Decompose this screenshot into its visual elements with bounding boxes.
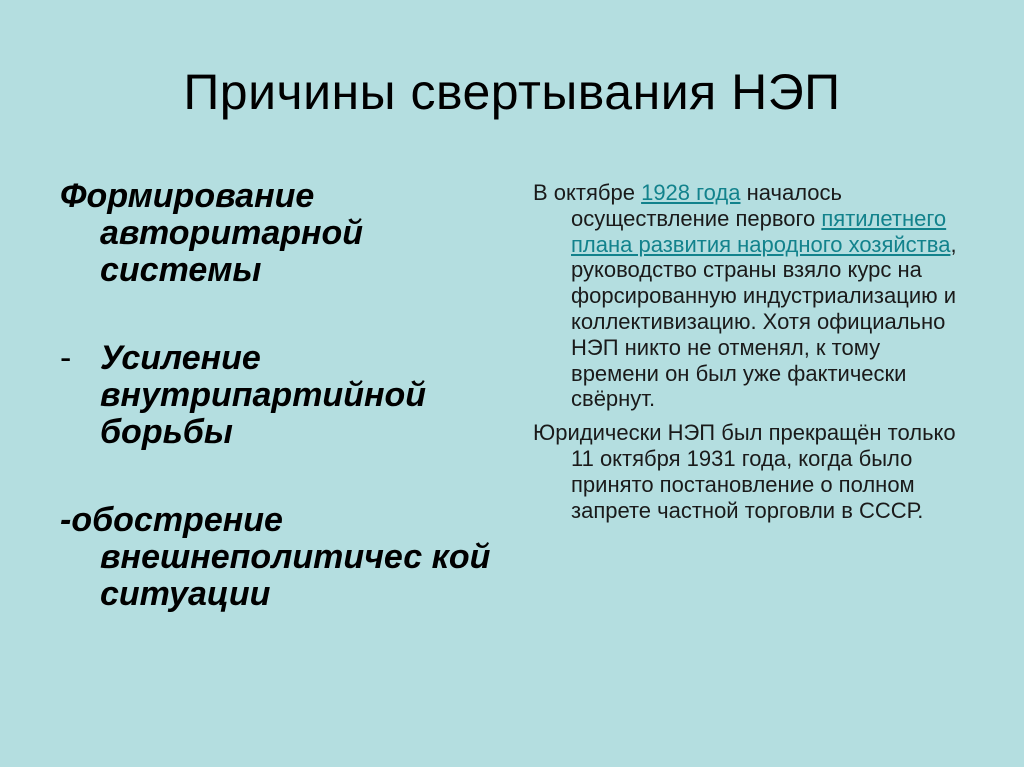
details-p1-part-c: , руководство страны взяло курс на форсированную индустриализацию и коллективизацию. Хотя официально НЭП никто не отменял, к тому времени он был уже фактически свёрнут. (571, 231, 957, 412)
reason-item-2 (60, 340, 500, 451)
reason-item-2-dash: - (60, 339, 72, 377)
details-paragraph-1 (533, 180, 973, 412)
reasons-list (60, 178, 500, 613)
details-p1-part-b: началось осуществление первого (571, 180, 842, 231)
reason-item-3 (60, 502, 500, 613)
details-p1-part-a: В октябре (533, 180, 642, 205)
slide-title: Причины свертывания НЭП (183, 64, 841, 120)
reason-item-1 (60, 178, 500, 289)
reason-item-1-text: Формирование авторитарной системы (60, 177, 364, 289)
details-paragraph-2: Юридически НЭП был прекращён только 11 октября 1931 года, когда было принято постановление о полном запрете частной торговли в СССР. (533, 420, 956, 523)
link-five-year-plan[interactable]: пятилетнего плана развития народного хозяйства (571, 205, 951, 257)
reason-item-2-text: Усиление внутрипартийной борьбы (100, 339, 427, 451)
reason-item-3-text: -обострение внешнеполитичес кой ситуации (60, 501, 491, 613)
details-text (533, 180, 973, 523)
link-1928-year[interactable]: 1928 года (641, 180, 741, 205)
